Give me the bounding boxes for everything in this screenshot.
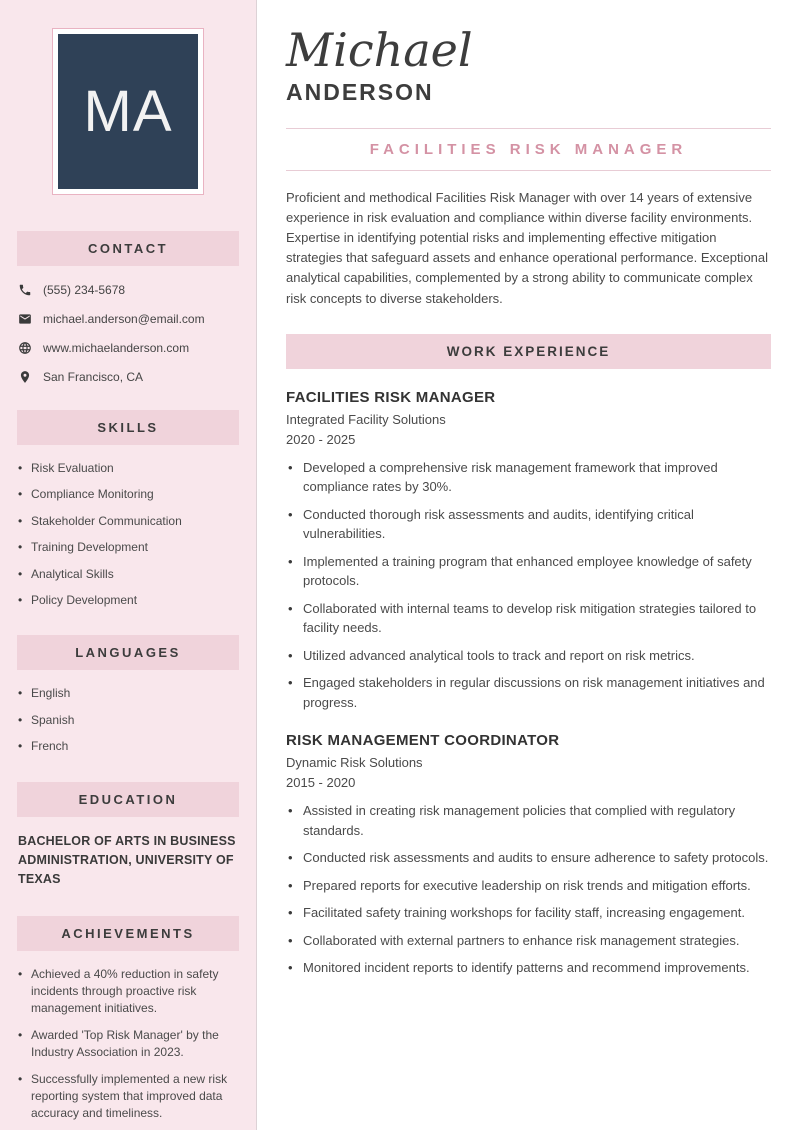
language-item: • French: [18, 738, 238, 755]
job-entry: [286, 389, 771, 713]
achievements-heading: ACHIEVEMENTS: [17, 916, 239, 951]
work-experience-heading: WORK EXPERIENCE: [286, 334, 771, 369]
divider-bottom: [286, 170, 771, 171]
job-company: Dynamic Risk Solutions: [286, 755, 423, 771]
contact-list: [0, 281, 256, 384]
job-bullet-list: [286, 458, 771, 713]
contact-email-row: [18, 312, 238, 326]
skill-item: • Stakeholder Communication: [18, 513, 238, 530]
skill-item: • Compliance Monitoring: [18, 486, 238, 503]
headline-job-title: FACILITIES RISK MANAGER: [369, 140, 688, 158]
contact-location-row: [18, 370, 238, 384]
contact-website: www.michaelanderson.com: [43, 341, 190, 355]
contact-heading: CONTACT: [17, 231, 239, 266]
job-title: RISK MANAGEMENT COORDINATOR: [286, 732, 560, 750]
job-bullet: • Prepared reports for executive leadership on risk trends and mitigation efforts.: [286, 876, 771, 896]
language-item: • English: [18, 685, 238, 702]
job-title-banner: [286, 128, 771, 171]
job-bullet: • Monitored incident reports to identify patterns and recommend improvements.: [286, 958, 771, 978]
languages-section: [0, 635, 256, 755]
job-bullet: • Implemented a training program that enhanced employee knowledge of safety protocols.: [286, 552, 771, 591]
email-icon: [18, 312, 32, 326]
languages-list: [0, 685, 256, 755]
education-heading: EDUCATION: [17, 782, 239, 817]
job-bullet: • Engaged stakeholders in regular discussions on risk management initiatives and progress.: [286, 673, 771, 712]
achievements-list: [0, 966, 256, 1123]
sidebar: [0, 0, 257, 1130]
main-content: [257, 0, 800, 1130]
education-section: [0, 782, 256, 890]
achievement-item: • Successfully implemented a new risk reporting system that improved data accuracy and timeliness.: [18, 1071, 238, 1123]
profile-photo-frame: [52, 28, 204, 195]
job-bullet-list: [286, 801, 771, 978]
profile-summary: Proficient and methodical Facilities Risk Manager with over 14 years of extensive experience in risk evaluation and compliance within diverse facility environments. Expertise in identifying potential risks and implementing effective mitigation strategies that safeguard assets and enhance operational performance. Exceptional analytical capabilities, complemented by a strong ability to communicate complex risk concepts to diverse stakeholders.: [286, 189, 769, 306]
job-bullet: • Utilized advanced analytical tools to track and report on risk metrics.: [286, 646, 771, 666]
job-entry: [286, 732, 771, 978]
skill-item: • Policy Development: [18, 592, 238, 609]
job-company: Integrated Facility Solutions: [286, 411, 446, 427]
job-bullet: • Conducted risk assessments and audits to ensure adherence to safety protocols.: [286, 848, 771, 868]
contact-section: [0, 231, 256, 384]
education-degree: BACHELOR OF ARTS IN BUSINESS ADMINISTRATION, UNIVERSITY OF TEXAS: [18, 833, 236, 887]
phone-icon: [18, 283, 32, 297]
job-dates: 2015 - 2020: [286, 775, 356, 791]
skills-section: [0, 410, 256, 609]
achievement-item: • Achieved a 40% reduction in safety incidents through proactive risk management initiatives.: [18, 966, 238, 1018]
achievements-section: [0, 916, 256, 1123]
contact-phone: (555) 234-5678: [43, 283, 126, 297]
language-item: • Spanish: [18, 712, 238, 729]
location-pin-icon: [18, 370, 32, 384]
contact-phone-row: [18, 283, 238, 297]
job-title: FACILITIES RISK MANAGER: [286, 388, 496, 406]
first-name: Michael: [286, 23, 473, 77]
languages-heading: LANGUAGES: [17, 635, 239, 670]
name-header: [286, 24, 771, 106]
skill-item: • Training Development: [18, 539, 238, 556]
job-bullet: • Facilitated safety training workshops for facility staff, increasing engagement.: [286, 903, 771, 923]
job-bullet: • Collaborated with external partners to enhance risk management strategies.: [286, 931, 771, 951]
contact-location: San Francisco, CA: [43, 370, 144, 384]
job-dates: 2020 - 2025: [286, 431, 356, 447]
skill-item: • Risk Evaluation: [18, 460, 238, 477]
job-bullet: • Assisted in creating risk management policies that complied with regulatory standards.: [286, 801, 771, 840]
globe-icon: [18, 341, 32, 355]
profile-initials: MA: [58, 34, 198, 189]
job-bullet: • Collaborated with internal teams to develop risk mitigation strategies tailored to facility needs.: [286, 599, 771, 638]
skill-item: • Analytical Skills: [18, 566, 238, 583]
contact-website-row: [18, 341, 238, 355]
skills-list: [0, 460, 256, 609]
skills-heading: SKILLS: [17, 410, 239, 445]
job-bullet: • Developed a comprehensive risk management framework that improved compliance rates by 30%.: [286, 458, 771, 497]
job-bullet: • Conducted thorough risk assessments and audits, identifying critical vulnerabilities.: [286, 505, 771, 544]
achievement-item: • Awarded 'Top Risk Manager' by the Industry Association in 2023.: [18, 1027, 238, 1062]
last-name: ANDERSON: [286, 78, 434, 105]
contact-email: michael.anderson@email.com: [43, 312, 205, 326]
